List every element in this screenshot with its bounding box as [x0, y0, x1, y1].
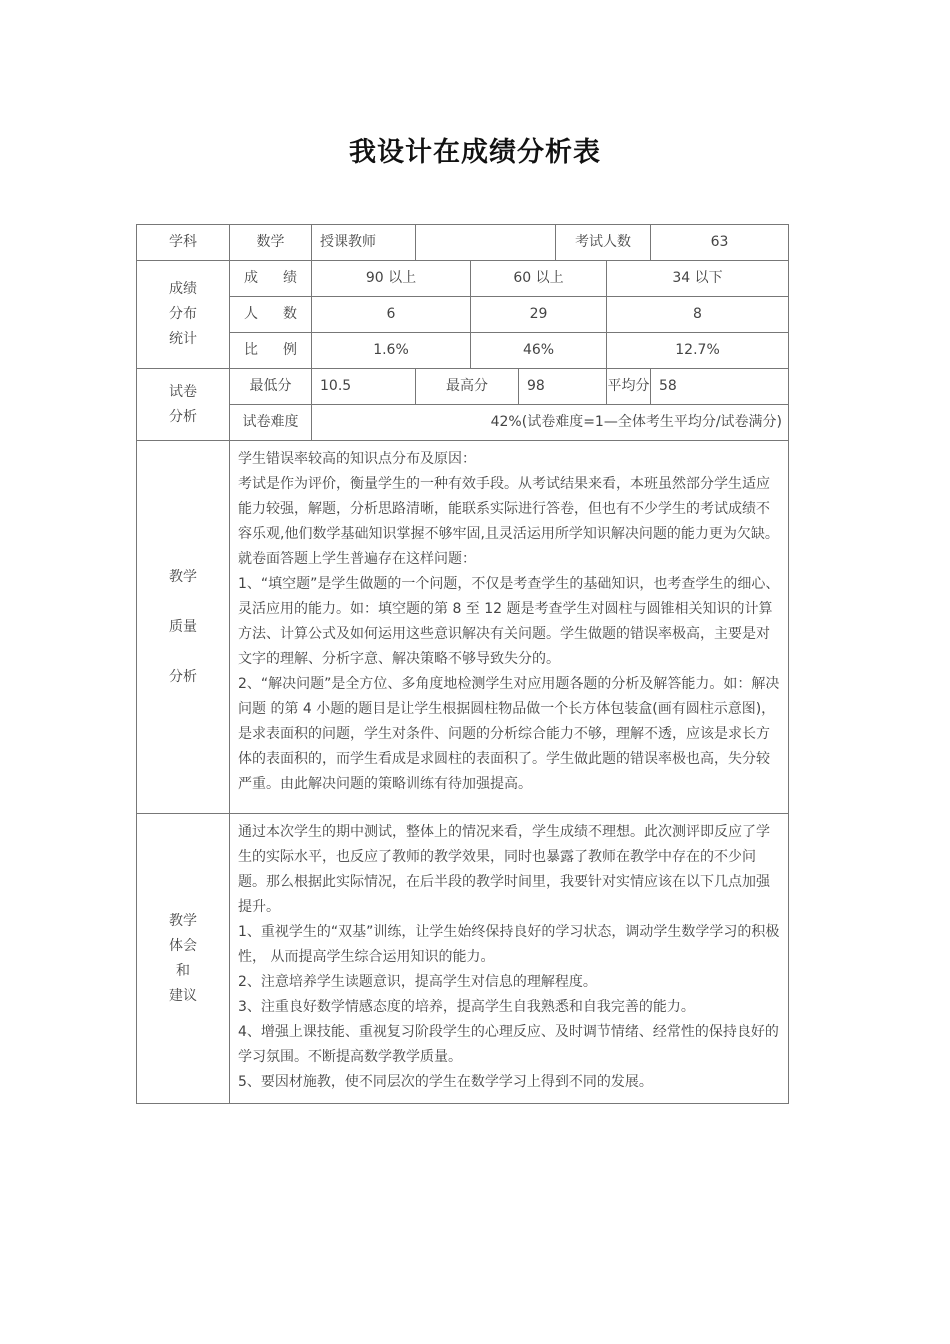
max-score-label: 最高分 [416, 369, 519, 405]
score-stats-row [137, 369, 789, 405]
teacher-value [416, 225, 556, 261]
people-label [230, 297, 312, 333]
ratio-col-1: 1.6% [312, 333, 471, 369]
ratio-col-3: 12.7% [607, 333, 789, 369]
suggestions-content [230, 814, 789, 1104]
min-score-label: 最低分 [230, 369, 312, 405]
suggestions-label-line: 建议 [169, 987, 197, 1004]
paper-label-line: 分析 [169, 408, 197, 425]
ratio-label [230, 333, 312, 369]
page-title: 我设计在成绩分析表 [349, 137, 601, 168]
grade-label-char: 成 [244, 270, 258, 287]
ratio-label-char: 例 [283, 342, 297, 359]
distribution-label-line: 统计 [169, 331, 197, 347]
teacher-label: 授课教师 [312, 225, 416, 261]
paper-label-line: 试卷 [169, 383, 197, 400]
suggestions-row [137, 814, 789, 1104]
people-col-2: 29 [471, 297, 607, 333]
suggestions-section-label [137, 814, 230, 1104]
min-score-value: 10.5 [312, 369, 416, 405]
grade-label [230, 261, 312, 297]
difficulty-row [137, 405, 789, 441]
suggestions-label-line: 和 [176, 962, 190, 979]
quality-label-line: 质量 [169, 619, 197, 635]
distribution-label-line: 成绩 [169, 281, 197, 297]
header-row [137, 225, 789, 261]
people-row [137, 297, 789, 333]
suggestion-paragraph: 3、注重良好数学情感态度的培养，提高学生自我熟悉和自我完善的能力。 [238, 999, 695, 1015]
suggestion-paragraph: 通过本次学生的期中测试，整体上的情况来看，学生成绩不理想。此次测评即反应了学生的实际水平，也反应了教师的教学效果，同时也暴露了教师在教学中存在的不少问题。那么根据此实际情况，在后半段的教学时间里，我要针对实情应该在以下几点加强提升。 [238, 824, 770, 915]
grade-label-char: 绩 [283, 270, 297, 287]
people-col-1: 6 [312, 297, 471, 333]
difficulty-value: 42%(试卷难度=1—全体考生平均分/试卷满分) [312, 405, 789, 441]
subject-label: 学科 [137, 225, 230, 261]
quality-content [230, 441, 789, 814]
paper-section-label [137, 369, 230, 441]
suggestion-paragraph: 1、重视学生的“双基”训练，让学生始终保持良好的学习状态，调动学生数学学习的积极性， 从而提高学生综合运用知识的能力。 [238, 924, 780, 965]
difficulty-label: 试卷难度 [230, 405, 312, 441]
ratio-row [137, 333, 789, 369]
score-analysis-table [136, 224, 789, 1104]
quality-label-line: 分析 [169, 669, 197, 685]
quality-row [137, 441, 789, 814]
grade-col-3: 34 以下 [607, 261, 789, 297]
people-label-char: 人 [244, 306, 258, 323]
distribution-section-label [137, 261, 230, 369]
grade-col-2: 60 以上 [471, 261, 607, 297]
ratio-label-char: 比 [244, 342, 258, 359]
quality-paragraph: 1、“填空题”是学生做题的一个问题，不仅是考查学生的基础知识，也考查学生的细心、灵活应用的能力。如：填空题的第 8 至 12 题是考查学生对圆柱与圆锥相关知识的计算方法、计算公式及如何运用这些意识解决有关问题。学生做题的错误率极高，主要是对文字的理解、分析字意、解决策略不够导致失分的。 [238, 576, 780, 667]
quality-paragraph: 2、“解决问题”是全方位、多角度地检测学生对应用题各题的分析及解答能力。如：解决问题 的第 4 小题的题目是让学生根据圆柱物品做一个长方体包装盒(画有圆柱示意图)，是求表面积的问题，学生对条件、问题的分析综合能力不够，理解不透，应该是求长方体的表面积的，而学生看成是求圆柱的表面积了。学生做此题的错误率极也高，失分较严重。由此解决问题的策略训练有待加强提高。 [238, 676, 780, 792]
avg-score-label: 平均分 [607, 369, 651, 405]
exam-count-value: 63 [651, 225, 789, 261]
quality-label-line: 教学 [169, 569, 197, 585]
avg-score-value: 58 [651, 369, 789, 405]
suggestions-label-line: 教学 [169, 912, 197, 929]
subject-value: 数学 [230, 225, 312, 261]
suggestion-paragraph: 2、注意培养学生读题意识，提高学生对信息的理解程度。 [238, 974, 597, 990]
quality-paragraph: 考试是作为评价，衡量学生的一种有效手段。从考试结果来看，本班虽然部分学生适应能力较强，解题，分析思路清晰，能联系实际进行答卷，但也有不少学生的考试成绩不容乐观,他们数学基础知识掌握不够牢固,且灵活运用所学知识解决问题的能力更为欠缺。就卷面答题上学生普遍存在这样问题： [238, 476, 779, 567]
suggestion-paragraph: 5、要因材施教，使不同层次的学生在数学学习上得到不同的发展。 [238, 1074, 653, 1090]
suggestions-label-line: 体会 [169, 937, 197, 954]
people-label-char: 数 [283, 306, 297, 323]
max-score-value: 98 [519, 369, 607, 405]
grade-col-1: 90 以上 [312, 261, 471, 297]
people-col-3: 8 [607, 297, 789, 333]
suggestion-paragraph: 4、增强上课技能、重视复习阶段学生的心理反应、及时调节情绪、经常性的保持良好的学习氛围。不断提高数学教学质量。 [238, 1024, 779, 1065]
ratio-col-2: 46% [471, 333, 607, 369]
quality-section-label [137, 441, 230, 814]
exam-count-label: 考试人数 [556, 225, 651, 261]
distribution-label-line: 分布 [169, 306, 197, 322]
quality-paragraph: 学生错误率较高的知识点分布及原因： [238, 451, 476, 467]
grade-row [137, 261, 789, 297]
